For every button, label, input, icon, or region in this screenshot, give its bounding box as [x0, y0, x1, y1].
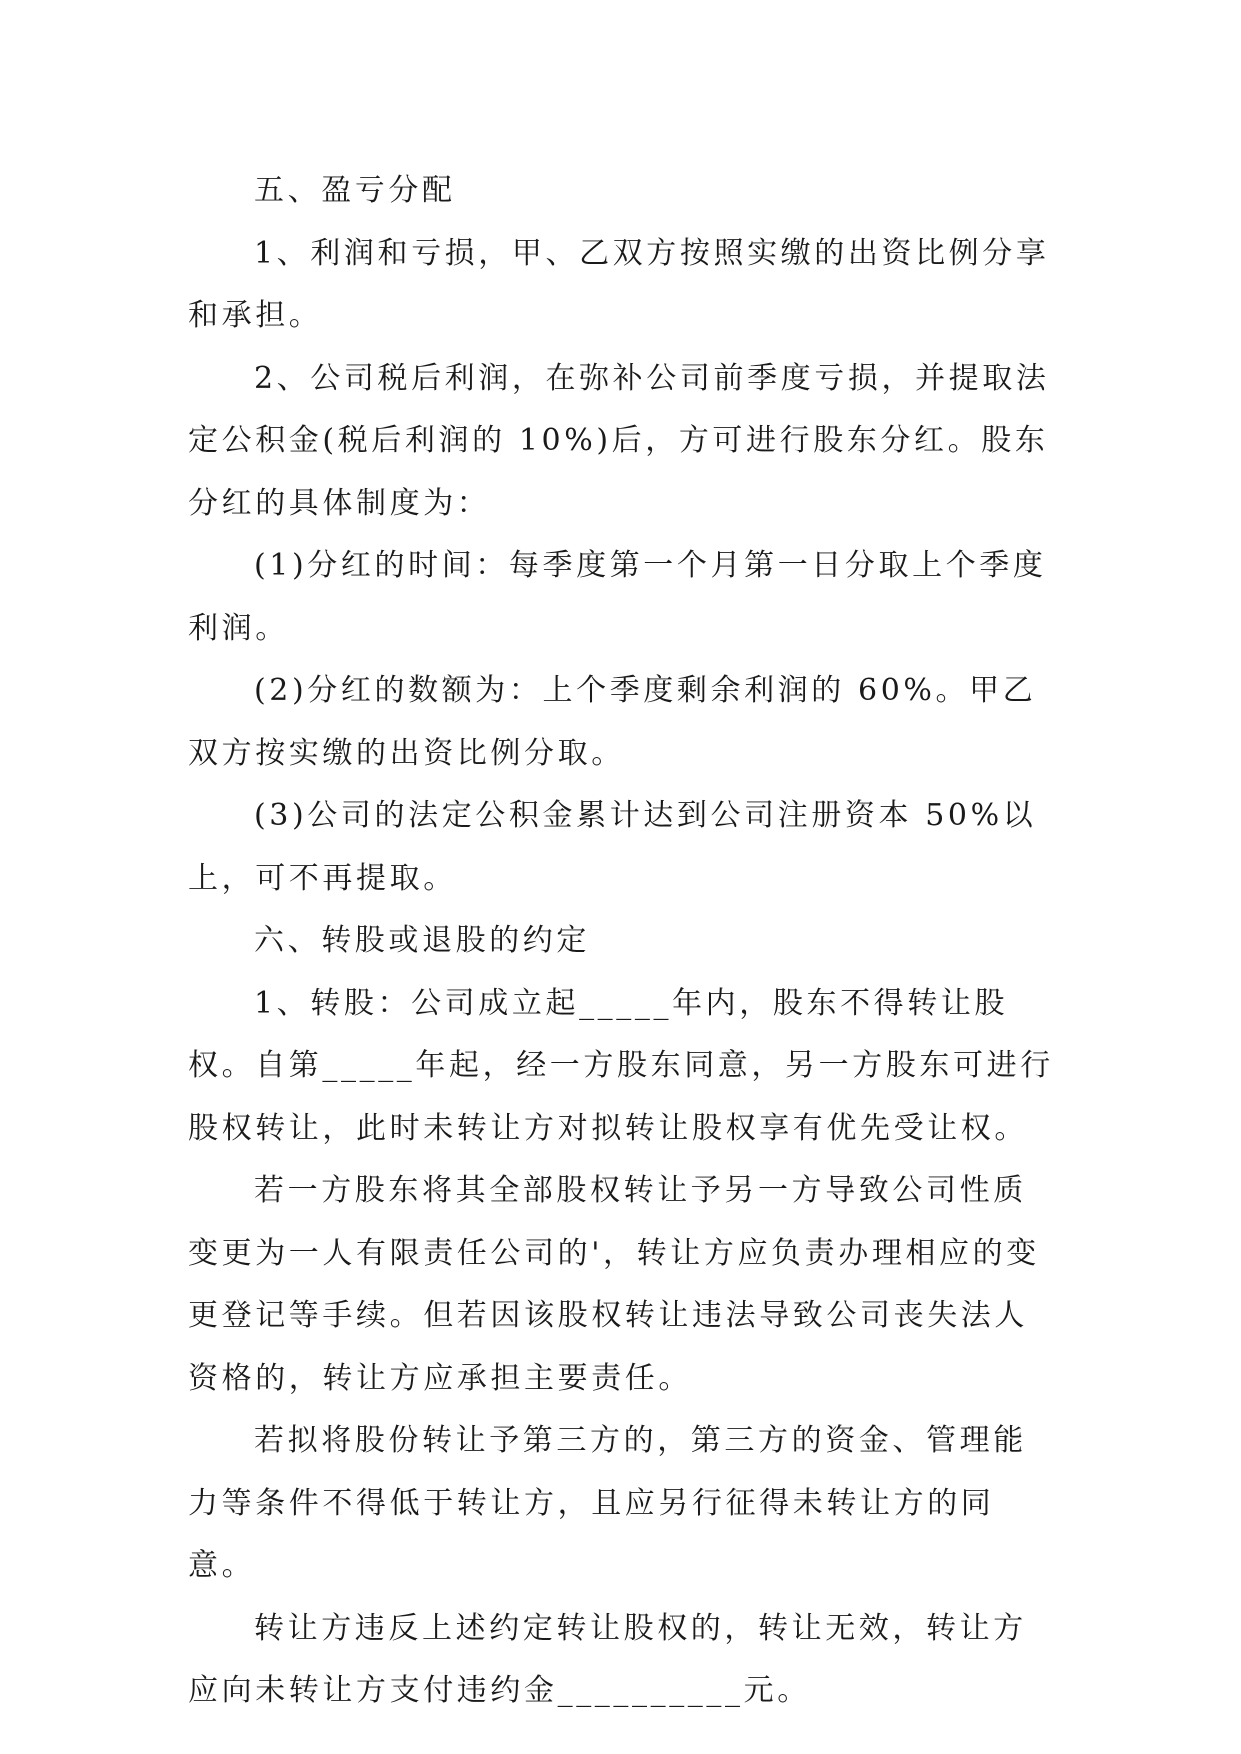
section-heading-share-transfer: 六、转股或退股的约定 — [254, 923, 590, 958]
document-body — [188, 160, 1058, 1723]
paragraph-dividend-time: (1)分红的时间：每季度第一个月第一日分取上个季度利润。 — [188, 548, 1047, 646]
paragraph-third-party-transfer: 若拟将股份转让予第三方的，第三方的资金、管理能力等条件不得低于转让方，且应另行征得未转让方的同意。 — [188, 1423, 1027, 1583]
paragraph-full-transfer: 若一方股东将其全部股权转让予另一方导致公司性质变更为一人有限责任公司的'，转让方应负责办理相应的变更登记等手续。但若因该股权转让违法导致公司丧失法人资格的，转让方应承担主要责任。 — [188, 1173, 1040, 1396]
paragraph-transfer-restriction: 1、转股：公司成立起_____年内，股东不得转让股权。自第_____年起，经一方股东同意，另一方股东可进行股权转让，此时未转让方对拟转让股权享有优先受让权。 — [188, 985, 1054, 1146]
paragraph-breach-penalty: 转让方违反上述约定转让股权的，转让无效，转让方应向未转让方支付违约金__________元。 — [188, 1610, 1027, 1708]
paragraph-reserve-fund-limit: (3)公司的法定公积金累计达到公司注册资本 50%以上，可不再提取。 — [188, 798, 1037, 896]
paragraph-after-tax-profit: 2、公司税后利润，在弥补公司前季度亏损，并提取法定公积金(税后利润的 10%)后，方可进行股东分红。股东分红的具体制度为： — [188, 360, 1050, 521]
paragraph-dividend-amount: (2)分红的数额为：上个季度剩余利润的 60%。甲乙双方按实缴的出资比例分取。 — [188, 673, 1037, 771]
paragraph-profit-loss-sharing: 1、利润和亏损，甲、乙双方按照实缴的出资比例分享和承担。 — [188, 235, 1050, 333]
section-heading-profit-distribution: 五、盈亏分配 — [254, 173, 456, 208]
